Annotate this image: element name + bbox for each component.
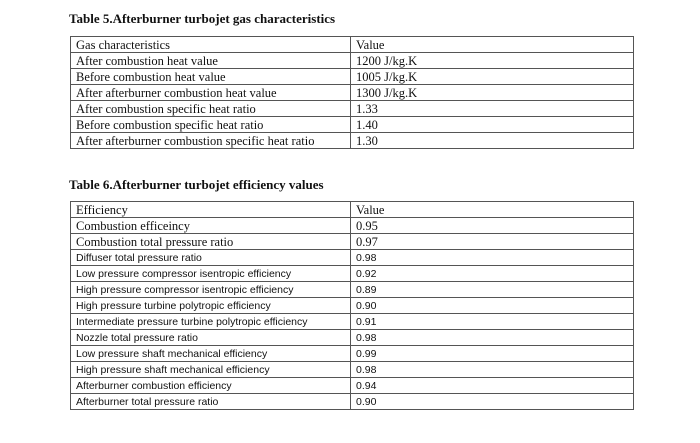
efficiency-value-cell: 0.90 (351, 394, 634, 410)
header-cell-efficiency: Efficiency (71, 202, 351, 218)
efficiency-value-cell: 0.89 (351, 282, 634, 298)
header-cell-value: Value (351, 202, 634, 218)
efficiency-name-cell: High pressure shaft mechanical efficiency (71, 362, 351, 378)
efficiency-value-cell: 0.97 (351, 234, 634, 250)
table-row (71, 53, 634, 69)
table-row (71, 330, 634, 346)
table-row (71, 394, 634, 410)
table-row (71, 218, 634, 234)
efficiency-name-cell: Low pressure shaft mechanical efficiency (71, 346, 351, 362)
parameter-cell: Before combustion heat value (71, 69, 351, 85)
efficiency-value-cell: 0.98 (351, 362, 634, 378)
table-row (71, 346, 634, 362)
table-row (71, 282, 634, 298)
efficiency-value-cell: 0.95 (351, 218, 634, 234)
efficiency-name-cell: Low pressure compressor isentropic efficiency (71, 266, 351, 282)
efficiency-name-cell: High pressure turbine polytropic efficiency (71, 298, 351, 314)
efficiency-name-cell: Afterburner combustion efficiency (71, 378, 351, 394)
table-row (71, 101, 634, 117)
value-cell: 1.40 (351, 117, 634, 133)
efficiency-value-cell: 0.92 (351, 266, 634, 282)
table-row (71, 69, 634, 85)
value-cell: 1005 J/kg.K (351, 69, 634, 85)
value-cell: 1.30 (351, 133, 634, 149)
efficiency-name-cell: Combustion total pressure ratio (71, 234, 351, 250)
efficiency-value-cell: 0.90 (351, 298, 634, 314)
table-header-row (71, 202, 634, 218)
efficiency-value-cell: 0.98 (351, 330, 634, 346)
efficiency-value-cell: 0.94 (351, 378, 634, 394)
gas-characteristics-table (70, 36, 634, 149)
table-row (71, 314, 634, 330)
table5-caption: Table 5.Afterburner turbojet gas characteristics (69, 11, 336, 26)
efficiency-name-cell: Afterburner total pressure ratio (71, 394, 351, 410)
value-cell: 1300 J/kg.K (351, 85, 634, 101)
efficiency-name-cell: Intermediate pressure turbine polytropic efficiency (71, 314, 351, 330)
table-header-row (71, 37, 634, 53)
efficiency-value-cell: 0.91 (351, 314, 634, 330)
table-row (71, 266, 634, 282)
efficiency-name-cell: Nozzle total pressure ratio (71, 330, 351, 346)
parameter-cell: After afterburner combustion specific heat ratio (71, 133, 351, 149)
parameter-cell: Before combustion specific heat ratio (71, 117, 351, 133)
value-cell: 1.33 (351, 101, 634, 117)
efficiency-name-cell: Diffuser total pressure ratio (71, 250, 351, 266)
parameter-cell: After afterburner combustion heat value (71, 85, 351, 101)
header-cell-value: Value (351, 37, 634, 53)
value-cell: 1200 J/kg.K (351, 53, 634, 69)
efficiency-value-cell: 0.99 (351, 346, 634, 362)
table-row (71, 117, 634, 133)
header-cell-parameter: Gas characteristics (71, 37, 351, 53)
parameter-cell: After combustion heat value (71, 53, 351, 69)
efficiency-values-table (70, 201, 634, 410)
table-row (71, 85, 634, 101)
table-row (71, 362, 634, 378)
table6-caption: Table 6.Afterburner turbojet efficiency values (69, 177, 324, 192)
efficiency-name-cell: Combustion efficeincy (71, 218, 351, 234)
table-row (71, 298, 634, 314)
parameter-cell: After combustion specific heat ratio (71, 101, 351, 117)
table-row (71, 378, 634, 394)
table-row (71, 133, 634, 149)
table-row (71, 250, 634, 266)
table-row (71, 234, 634, 250)
efficiency-value-cell: 0.98 (351, 250, 634, 266)
efficiency-name-cell: High pressure compressor isentropic efficiency (71, 282, 351, 298)
